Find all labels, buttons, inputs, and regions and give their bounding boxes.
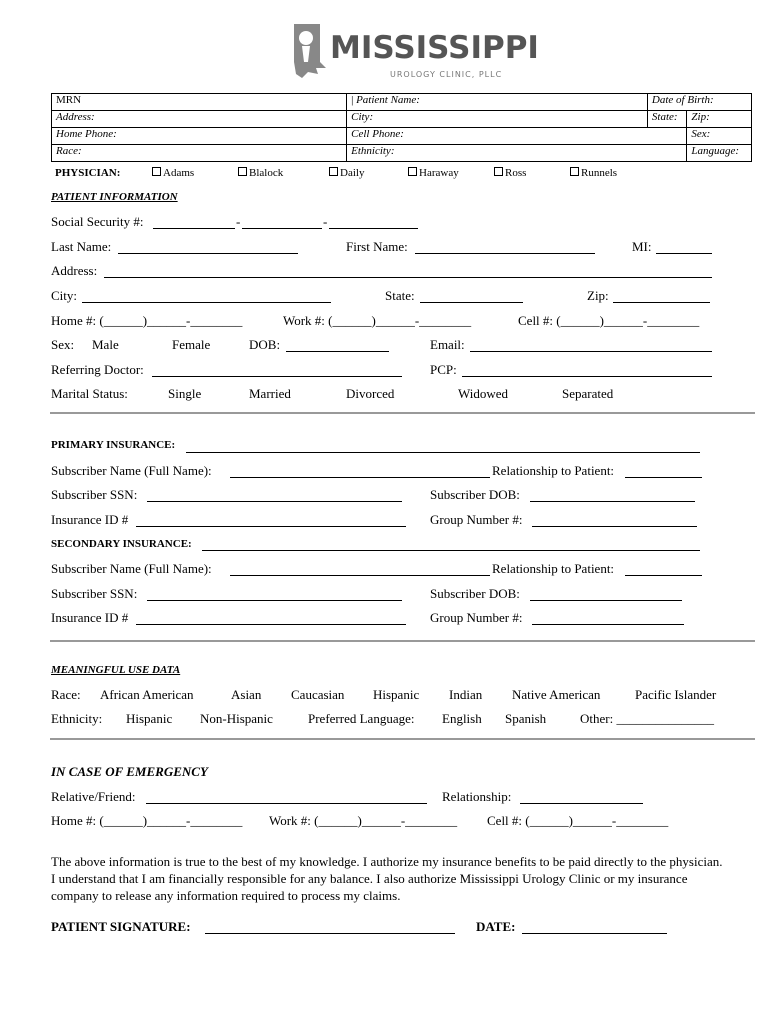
physician-daily-checkbox[interactable]: Daily xyxy=(329,167,364,179)
mu-race-label: Race: xyxy=(51,687,81,702)
marital-status-label: Marital Status: xyxy=(51,386,128,401)
language-other-field[interactable]: Other: _______________ xyxy=(580,711,714,726)
race-label: Race: xyxy=(56,145,82,157)
cell-phone-label: Cell Phone: xyxy=(351,128,404,140)
language-english-option[interactable]: English xyxy=(442,711,482,726)
ssn-field-2[interactable] xyxy=(242,228,322,229)
date-field[interactable] xyxy=(522,933,667,934)
primary-insurance-field[interactable] xyxy=(186,452,700,453)
city-label: City: xyxy=(351,111,374,123)
secondary-insurance-field[interactable] xyxy=(202,550,700,551)
email-label: Email: xyxy=(430,337,465,352)
race-pacific-islander-option[interactable]: Pacific Islander xyxy=(635,687,717,702)
last-name-field[interactable] xyxy=(118,253,298,254)
ethnicity-hispanic-option[interactable]: Hispanic xyxy=(126,711,173,726)
physician-ross-checkbox[interactable]: Ross xyxy=(494,167,526,179)
physician-haraway-checkbox[interactable]: Haraway xyxy=(408,167,459,179)
email-field[interactable] xyxy=(470,351,712,352)
secondary-subscriber-ssn-field[interactable] xyxy=(147,600,402,601)
state-label-2: State: xyxy=(385,288,415,303)
logo-title: MISSISSIPPI xyxy=(330,30,539,66)
sex-label-2: Sex: xyxy=(51,337,75,352)
address-label-2: Address: xyxy=(51,263,98,278)
signature-field[interactable] xyxy=(205,933,455,934)
state-label: State: xyxy=(651,111,678,123)
home-phone-label: Home Phone: xyxy=(56,128,117,140)
divider xyxy=(50,738,755,740)
date-label: DATE: xyxy=(476,919,516,934)
primary-group-number-field[interactable] xyxy=(532,526,697,527)
work-phone-field[interactable]: Work #: (______)______-________ xyxy=(283,313,472,328)
first-name-label: First Name: xyxy=(346,239,408,254)
secondary-relationship-label: Relationship to Patient: xyxy=(492,561,615,576)
primary-insurance-id-field[interactable] xyxy=(136,526,406,527)
patient-info-heading: PATIENT INFORMATION xyxy=(51,191,178,203)
mu-ethnicity-label: Ethnicity: xyxy=(51,711,103,726)
home-phone-field[interactable]: Home #: (______)______-________ xyxy=(51,313,243,328)
dob-field[interactable] xyxy=(286,351,389,352)
race-indian-option[interactable]: Indian xyxy=(449,687,483,702)
secondary-subscriber-name-field[interactable] xyxy=(230,575,490,576)
zip-label: Zip: xyxy=(691,111,710,123)
ssn-field-1[interactable] xyxy=(153,228,235,229)
marital-divorced-option[interactable]: Divorced xyxy=(346,386,395,401)
emergency-relationship-label: Relationship: xyxy=(442,789,512,804)
race-hispanic-option[interactable]: Hispanic xyxy=(373,687,420,702)
preferred-language-label: Preferred Language: xyxy=(308,711,415,726)
city-field[interactable] xyxy=(82,302,331,303)
zip-field[interactable] xyxy=(613,302,710,303)
address-label: Address: xyxy=(56,111,95,123)
authorization-statement: The above information is true to the best of my knowledge. I authorize my insurance benefits to be paid directly to the physician. I understand that I am financially responsible for any balance. I also authorize Mississippi Urology Clinic or my insurance company to release any information required to process my claims. xyxy=(51,854,723,903)
primary-subscriber-dob-field[interactable] xyxy=(530,501,695,502)
last-name-label: Last Name: xyxy=(51,239,112,254)
referring-doctor-field[interactable] xyxy=(152,376,402,377)
sex-female-option[interactable]: Female xyxy=(172,337,211,352)
emergency-home-phone-field[interactable]: Home #: (______)______-________ xyxy=(51,813,243,828)
pcp-label: PCP: xyxy=(430,362,457,377)
marital-separated-option[interactable]: Separated xyxy=(562,386,614,401)
patient-name-label: Patient Name: xyxy=(356,94,420,106)
marital-widowed-option[interactable]: Widowed xyxy=(458,386,509,401)
secondary-relationship-field[interactable] xyxy=(625,575,702,576)
primary-subscriber-dob-label: Subscriber DOB: xyxy=(430,487,520,502)
physician-blalock-checkbox[interactable]: Blalock xyxy=(238,167,283,179)
physician-adams-checkbox[interactable]: Adams xyxy=(152,167,194,179)
primary-subscriber-ssn-field[interactable] xyxy=(147,501,402,502)
emergency-cell-phone-field[interactable]: Cell #: (______)______-________ xyxy=(487,813,669,828)
state-field[interactable] xyxy=(420,302,523,303)
physician-label: PHYSICIAN: xyxy=(55,167,121,179)
address-field[interactable] xyxy=(104,277,712,278)
marital-married-option[interactable]: Married xyxy=(249,386,291,401)
ssn-field-3[interactable] xyxy=(329,228,418,229)
secondary-subscriber-ssn-label: Subscriber SSN: xyxy=(51,586,138,601)
primary-insurance-id-label: Insurance ID # xyxy=(51,512,129,527)
divider xyxy=(50,412,755,414)
language-spanish-option[interactable]: Spanish xyxy=(505,711,547,726)
signature-label: PATIENT SIGNATURE: xyxy=(51,919,191,934)
logo xyxy=(290,22,539,84)
primary-subscriber-ssn-label: Subscriber SSN: xyxy=(51,487,138,502)
relative-friend-label: Relative/Friend: xyxy=(51,789,136,804)
emergency-heading: IN CASE OF EMERGENCY xyxy=(51,764,208,779)
secondary-insurance-label: SECONDARY INSURANCE: xyxy=(51,538,192,550)
dob-label-2: DOB: xyxy=(249,337,281,352)
secondary-group-number-field[interactable] xyxy=(532,624,684,625)
secondary-insurance-id-label: Insurance ID # xyxy=(51,610,129,625)
secondary-group-number-label: Group Number #: xyxy=(430,610,523,625)
race-native-american-option[interactable]: Native American xyxy=(512,687,601,702)
cell-phone-field[interactable]: Cell #: (______)______-________ xyxy=(518,313,700,328)
referring-doctor-label: Referring Doctor: xyxy=(51,362,144,377)
marital-single-option[interactable]: Single xyxy=(168,386,202,401)
secondary-insurance-id-field[interactable] xyxy=(136,624,406,625)
divider xyxy=(50,640,755,642)
dob-label: Date of Birth: xyxy=(651,94,714,106)
secondary-subscriber-dob-field[interactable] xyxy=(530,600,682,601)
mrn-label: MRN xyxy=(56,94,82,106)
ssn-label: Social Security #: xyxy=(51,214,144,229)
first-name-field[interactable] xyxy=(415,253,595,254)
relative-friend-field[interactable] xyxy=(146,803,427,804)
meaningful-use-heading: MEANINGFUL USE DATA xyxy=(51,664,181,676)
sex-label: Sex: xyxy=(691,128,711,140)
race-african-american-option[interactable]: African American xyxy=(100,687,194,702)
primary-subscriber-name-label: Subscriber Name (Full Name): xyxy=(51,463,212,478)
header-table: MRN | Patient Name: Date of Birth: Address: City: State: Zip: Home Phone: Cell Phone: Sex: Race: Ethnicity: Language: xyxy=(51,93,752,162)
ethnicity-label: Ethnicity: xyxy=(351,145,395,157)
race-asian-option[interactable]: Asian xyxy=(231,687,262,702)
secondary-subscriber-dob-label: Subscriber DOB: xyxy=(430,586,520,601)
race-caucasian-option[interactable]: Caucasian xyxy=(291,687,345,702)
primary-insurance-label: PRIMARY INSURANCE: xyxy=(51,439,176,451)
primary-subscriber-name-field[interactable] xyxy=(230,477,490,478)
primary-relationship-field[interactable] xyxy=(625,477,702,478)
zip-label-2: Zip: xyxy=(587,288,609,303)
primary-group-number-label: Group Number #: xyxy=(430,512,523,527)
ethnicity-non-hispanic-option[interactable]: Non-Hispanic xyxy=(200,711,273,726)
physician-runnels-checkbox[interactable]: Runnels xyxy=(570,167,617,179)
logo-subtitle: UROLOGY CLINIC, PLLC xyxy=(390,70,503,79)
primary-relationship-label: Relationship to Patient: xyxy=(492,463,615,478)
mi-label: MI: xyxy=(632,239,652,254)
sex-male-option[interactable]: Male xyxy=(92,337,119,352)
emergency-relationship-field[interactable] xyxy=(520,803,643,804)
language-label: Language: xyxy=(691,145,740,157)
pcp-field[interactable] xyxy=(462,376,712,377)
city-label-2: City: xyxy=(51,288,78,303)
mi-field[interactable] xyxy=(656,253,712,254)
mississippi-state-icon xyxy=(290,22,330,80)
emergency-work-phone-field[interactable]: Work #: (______)______-________ xyxy=(269,813,458,828)
secondary-subscriber-name-label: Subscriber Name (Full Name): xyxy=(51,561,212,576)
